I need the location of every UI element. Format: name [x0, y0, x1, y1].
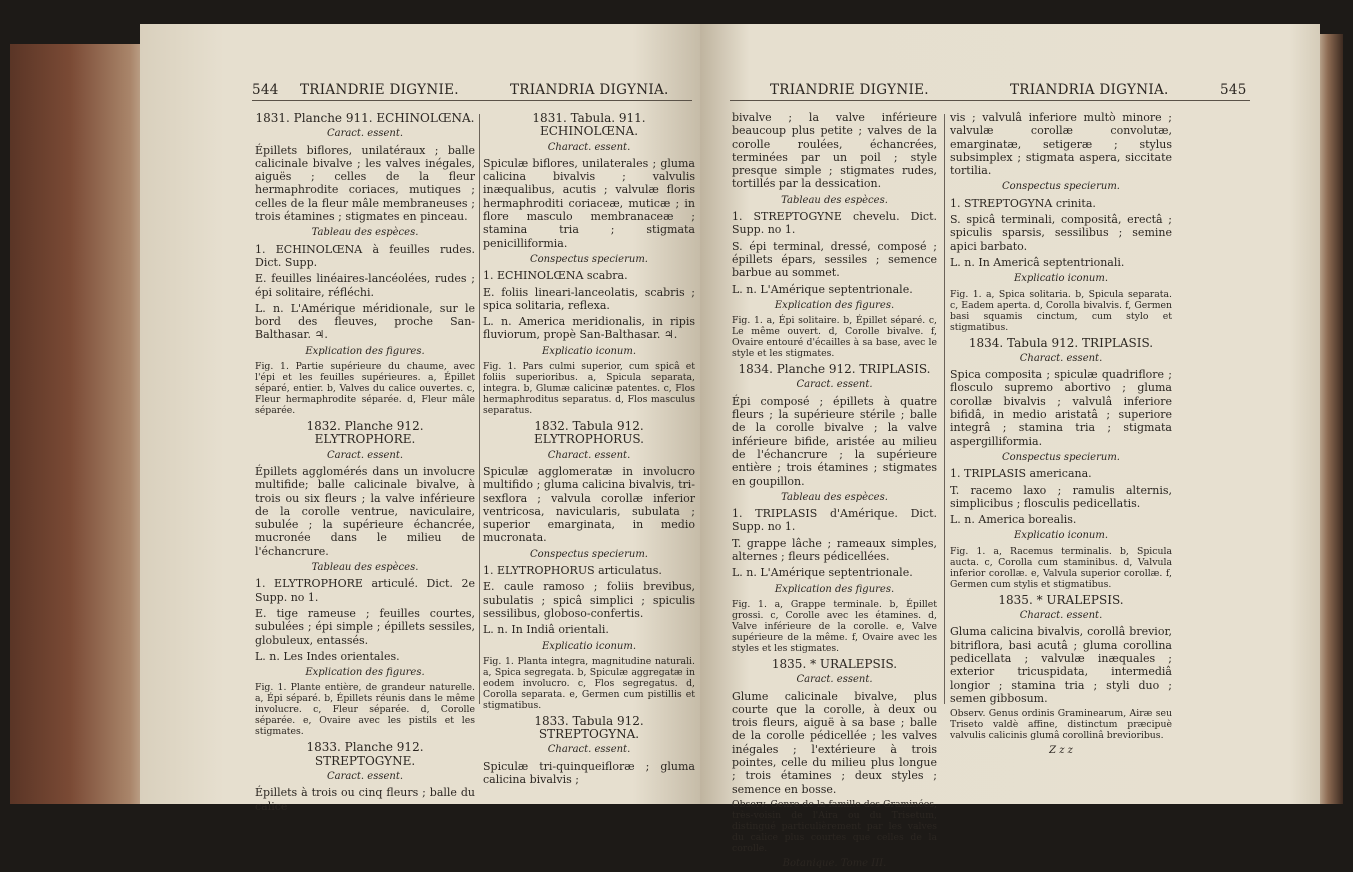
- entry-heading: 1834. Planche 912. TRIPLASIS.: [738, 362, 931, 377]
- left-page-number: 544: [252, 82, 279, 98]
- section-subtitle: Explication des figures.: [774, 583, 895, 595]
- entry-heading: 1831. Planche 911. ECHINOLŒNA.: [255, 111, 475, 125]
- paragraph: 1. ECHINOLŒNA scabra.: [483, 269, 628, 283]
- paragraph: 1. ELYTROPHORUS articulatus.: [483, 564, 662, 578]
- paragraph: Spiculæ biflores, unilaterales ; gluma calicina bivalvis ; valvulis inæqualibus, acutis ; valvulæ floris hermaphroditi coriaceæ, muticæ ; in flore masculo membranaceæ ; stamina tria ; stigmata penicilliformia.: [483, 156, 695, 250]
- paragraph: L. n. L'Amérique septentrionale.: [732, 282, 913, 296]
- section-subtitle: Charact. essent.: [547, 744, 631, 756]
- figure-caption: Observ. Genre de la famille des Graminées, très-voisin de l'Aira ou du Trisetum, distingué particulièrement par les valves du calice plus courtes que celles de la corolle.: [732, 798, 937, 854]
- paragraph: Glume calicinale bivalve, plus courte que la corolle, à deux ou trois fleurs, aiguë à sa base ; balle de la corolle pédicellée ; les valves inégales ; l'extérieure à trois pointes, celle du milieu plus longue ; trois étamines ; deux styles ; semence en bosse.: [732, 689, 937, 796]
- figure-caption: Observ. Genus ordinis Graminearum, Airæ seu Triseto valdè affine, distinctum præcipuè valvulis calicinis glumâ corollinâ brevioribus.: [950, 708, 1172, 742]
- figure-caption: Fig. 1. Partie supérieure du chaume, avec l'épi et les feuilles supérieures. a, Épillet séparé, entier. b, Valves du calice ouvertes. c, Fleur hermaphrodite séparée. d, Fleur mâle séparée.: [255, 361, 475, 417]
- paragraph: Épillets à trois ou cinq fleurs ; balle du calice: [255, 786, 475, 813]
- section-subtitle: Conspectus specierum.: [530, 548, 648, 560]
- section-subtitle: Conspectus specierum.: [1002, 181, 1120, 193]
- paragraph: L. n. America meridionalis, in ripis fluviorum, propè San-Balthasar. ♃.: [483, 315, 695, 342]
- paragraph: E. caule ramoso ; foliis brevibus, subulatis ; spicâ simplici ; spiculis sessilibus, globoso-confertis.: [483, 580, 695, 620]
- section-subtitle: Conspectus specierum.: [530, 253, 648, 265]
- column-divider: [479, 114, 480, 704]
- paragraph: L. n. In Indiâ orientali.: [483, 623, 609, 637]
- paragraph: bivalve ; la valve inférieure beaucoup plus petite ; valves de la corolle roulées, échancrées, terminées par un poil ; style presque simple ; stigmates rudes, tortillés par la dessication.: [732, 111, 937, 191]
- paragraph: S. épi terminal, dressé, composé ; épillets épars, sessiles ; semence barbue au sommet.: [732, 239, 937, 280]
- paragraph: Spiculæ tri-quinqueifloræ ; gluma calicina bivalvis ;: [483, 759, 695, 786]
- paragraph: L. n. L'Amérique septentrionale.: [732, 566, 913, 580]
- figure-caption: Fig. 1. Pars culmi superior, cum spicâ et foliis superioribus. a, Spicula separata, integra. b, Glumæ calicinæ patentes. c, Flos hermaphroditus separatus. d, Flos masculus separatus.: [483, 361, 695, 417]
- figure-caption: Fig. 1. Planta integra, magnitudine naturali. a, Spica segregata. b, Spiculæ aggregatæ in eodem involucro. c, Flos segregatus. d, Corolla separata. e, Germen cum pistillis et stigmatibus.: [483, 655, 695, 711]
- paragraph: Épillets agglomérés dans un involucre multifide; balle calicinale bivalve, à trois ou six fleurs ; la valve inférieure de la corolle ventrue, naviculaire, subulée ; la supérieure échancrée, mucronée dans le milieu de l'échancrure.: [255, 464, 475, 558]
- left-running-head-la: TRIANDRIA DIGYNIA.: [510, 82, 669, 98]
- paragraph: 1. TRIPLASIS d'Amérique. Dict. Supp. no 1.: [732, 507, 937, 534]
- section-subtitle: Explicatio iconum.: [1013, 530, 1109, 542]
- paragraph: T. grappe lâche ; rameaux simples, alternes ; fleurs pédicellées.: [732, 536, 937, 564]
- header-rule: [730, 100, 1250, 101]
- paragraph: 1. ELYTROPHORE articulé. Dict. 2e Supp. no 1.: [255, 577, 475, 604]
- paragraph: 1. STREPTOGYNA crinita.: [950, 196, 1096, 210]
- right-column-french: [732, 108, 937, 872]
- entry-heading: 1835. * URALEPSIS.: [998, 592, 1124, 607]
- column-divider: [944, 114, 945, 704]
- section-subtitle: Tableau des espèces.: [311, 562, 419, 574]
- paragraph: Spiculæ agglomeratæ in involucro multifido ; gluma calicina bivalvis, tri-sexflora ; valvula corollæ inferior ventricosa, navicularis, subulata ; superior emarginata, in medio mucronata.: [483, 464, 695, 545]
- paragraph: L. n. America borealis.: [950, 513, 1077, 527]
- section-subtitle: Explication des figures.: [305, 345, 425, 357]
- right-running-head-la: TRIANDRIA DIGYNIA.: [1010, 82, 1169, 98]
- entry-heading: 1834. Tabula 912. TRIPLASIS.: [968, 335, 1154, 350]
- open-book: [10, 14, 1343, 869]
- paragraph: E. foliis lineari-lanceolatis, scabris ; spica solitaria, reflexa.: [483, 285, 695, 312]
- header-rule: [252, 100, 692, 101]
- section-subtitle: Charact. essent.: [1019, 610, 1103, 622]
- entry-heading: 1831. Tabula. 911. ECHINOLŒNA.: [532, 111, 646, 139]
- paragraph: E. tige rameuse ; feuilles courtes, subulées ; épi simple ; épillets sessiles, globuleux, entassés.: [255, 606, 475, 647]
- section-subtitle: Charact. essent.: [1019, 352, 1103, 364]
- paragraph: Épillets biflores, unilatéraux ; balle calicinale bivalve ; les valves inégales, aiguës ; celles de la fleur hermaphrodite coriaces, mutiques ; celles de la fleur mâle membraneuses ; trois étamines ; stigmates en pinceau.: [255, 143, 475, 224]
- entry-heading: 1833. Planche 912. STREPTOGYNE.: [306, 740, 424, 768]
- right-page: [700, 24, 1320, 869]
- figure-caption: Fig. 1. a, Grappe terminale. b, Épillet grossi. c, Corolle avec les étamines. d, Valve inférieure de la corolle. e, Valve supérieure de la même. f, Ovaire avec les styles et les stigmates.: [732, 598, 937, 654]
- section-subtitle: Conspectus specierum.: [1002, 451, 1120, 463]
- section-subtitle: Caract. essent.: [326, 128, 404, 140]
- left-running-head-fr: TRIANDRIE DIGYNIE.: [300, 82, 459, 98]
- signature-line: Z z z: [1049, 745, 1073, 757]
- figure-caption: Fig. 1. a, Racemus terminalis. b, Spicula aucta. c, Corolla cum staminibus. d, Valvula inferior corollæ. e, Valvula superior corollæ. f, Germen cum stylis et stigmatibus.: [950, 545, 1172, 590]
- paragraph: Épi composé ; épillets à quatre fleurs ; la supérieure stérile ; balle de la corolle bivalve ; la valve inférieure bifide, aristée au milieu de l'échancrure ; la supérieure entière ; trois étamines ; stigmates en goupillon.: [732, 394, 937, 488]
- paragraph: T. racemo laxo ; ramulis alternis, simplicibus ; flosculis pedicellatis.: [950, 483, 1172, 510]
- section-subtitle: Caract. essent.: [326, 449, 404, 461]
- left-column-french: [255, 108, 475, 816]
- section-subtitle: Tableau des espèces.: [781, 194, 888, 206]
- section-subtitle: Tableau des espèces.: [781, 491, 888, 503]
- paragraph: Spica composita ; spiculæ quadriflore ; flosculo supremo abortivo ; gluma corollæ bivalvis ; valvulâ inferiore bifidâ, in medio aristatâ ; superiore integrâ ; stamina tria ; stigmata aspergilliformia.: [950, 368, 1172, 448]
- entry-heading: 1833. Tabula 912. STREPTOGYNA.: [534, 713, 644, 742]
- section-subtitle: Tableau des espèces.: [311, 227, 419, 239]
- paragraph: S. spicâ terminali, compositâ, erectâ ; spiculis sparsis, sessilibus ; semine apici barbato.: [950, 213, 1172, 253]
- left-page: [140, 24, 700, 813]
- paragraph: 1. ECHINOLŒNA à feuilles rudes. Dict. Supp.: [255, 242, 475, 269]
- entry-heading: 1832. Planche 912. ELYTROPHORE.: [306, 419, 424, 447]
- section-subtitle: Caract. essent.: [326, 770, 404, 782]
- paragraph: L. n. In Americâ septentrionali.: [950, 255, 1125, 269]
- section-subtitle: Charact. essent.: [547, 141, 631, 153]
- paragraph: E. feuilles linéaires-lancéolées, rudes ; épi solitaire, réfléchi.: [255, 272, 475, 299]
- book-edge-left: [10, 44, 160, 804]
- section-subtitle: Explication des figures.: [305, 667, 425, 679]
- right-running-head-fr: TRIANDRIE DIGYNIE.: [770, 82, 929, 98]
- section-subtitle: Explication des figures.: [774, 299, 895, 311]
- paragraph: L. n. L'Amérique méridionale, sur le bord des fleuves, proche San-Balthasar. ♃.: [255, 301, 475, 342]
- section-subtitle: Charact. essent.: [547, 449, 631, 461]
- paragraph: 1. STREPTOGYNE chevelu. Dict. Supp. no 1.: [732, 210, 937, 237]
- right-page-number: 545: [1220, 82, 1247, 98]
- paragraph: L. n. Les Indes orientales.: [255, 649, 400, 663]
- paragraph: Gluma calicina bivalvis, corollâ brevior, bitriflora, basi acutâ ; gluma corollina pedicellata ; valvulæ inæquales ; exterior tricuspidata, intermediâ longior ; stamina tria ; styli duo ; semen gibbosum.: [950, 625, 1172, 705]
- left-column-latin: [483, 108, 695, 789]
- section-subtitle: Explicatio iconum.: [1013, 273, 1109, 285]
- entry-heading: 1832. Tabula 912. ELYTROPHORUS.: [534, 419, 644, 447]
- figure-caption: Fig. 1. a, Spica solitaria. b, Spicula separata. c, Eadem aperta. d, Corolla bivalvis. f, Germen basi squamis cinctum, cum stylo et stigmatibus.: [950, 288, 1172, 333]
- section-subtitle: Explicatio iconum.: [541, 345, 637, 357]
- section-subtitle: Explicatio iconum.: [541, 640, 637, 652]
- entry-heading: 1835. * URALEPSIS.: [771, 656, 898, 671]
- figure-caption: Fig. 1. Plante entière, de grandeur naturelle. a, Épi séparé. b, Épillets réunis dans le même involucre. c, Fleur séparée. d, Corolle séparée. e, Ovaire avec les pistils et les stigmates.: [255, 682, 475, 738]
- section-subtitle: Caract. essent.: [796, 379, 873, 391]
- section-subtitle: Caract. essent.: [796, 674, 873, 686]
- right-column-latin: [950, 108, 1172, 759]
- paragraph: vis ; valvulâ inferiore multò minore ; valvulæ corollæ convolutæ, emarginatæ, setigeræ ; stylus subsimplex ; stigmata aspera, siccitate tortilia.: [950, 111, 1172, 178]
- signature-line: Botanique. Tome III.: [782, 857, 887, 869]
- paragraph: 1. TRIPLASIS americana.: [950, 467, 1092, 481]
- figure-caption: Fig. 1. a, Épi solitaire. b, Épillet séparé. c, Le même ouvert. d, Corolle bivalve. f, Ovaire entouré d'écailles à sa base, avec le style et les stigmates.: [732, 315, 937, 360]
